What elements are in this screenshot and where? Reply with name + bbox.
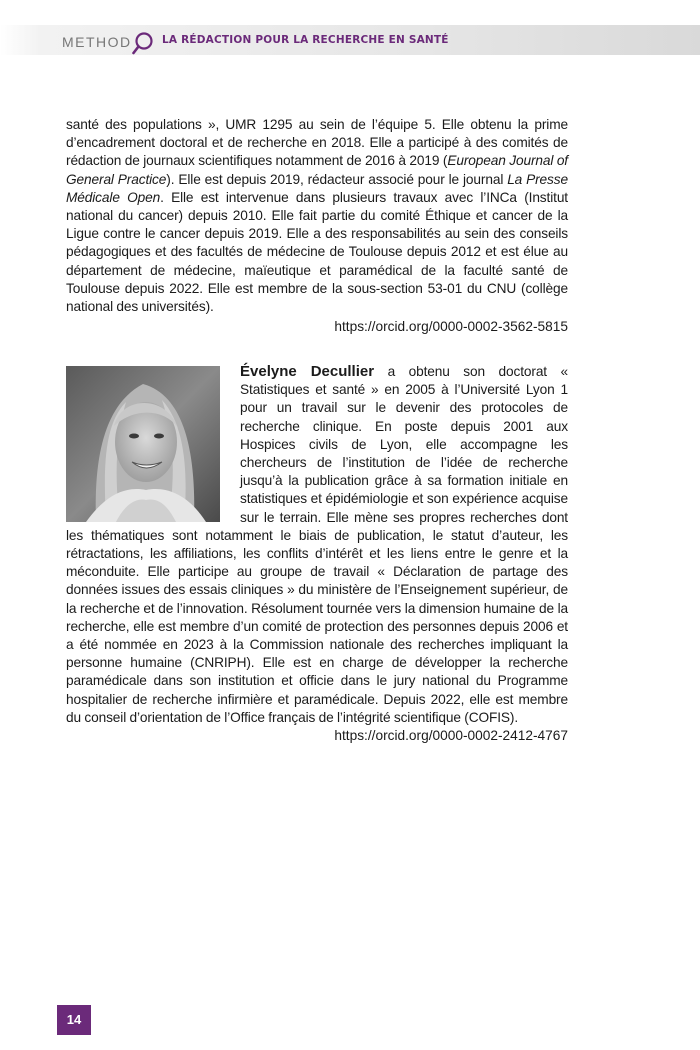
bio1-text-a: santé des populations », UMR 1295 au sein de l’équipe 5. Elle obtenu la prime d’encadrement doctoral et de recherche en 2018. Elle a participé à des comités de rédaction de journaux scientifiques notamment de 2016 à 2019 ( [66, 117, 568, 169]
journal-title-1: European Journal of General Practice [66, 153, 568, 187]
orcid-link-1[interactable]: https://orcid.org/0000-0002-3562-5815 [334, 319, 568, 334]
author-name: Évelyne Decullier [240, 363, 375, 380]
bio-paragraph-1 [66, 116, 568, 316]
page-number: 14 [57, 1005, 91, 1035]
orcid-link-2[interactable]: https://orcid.org/0000-0002-2412-4767 [334, 728, 568, 743]
section-title: LA RÉDACTION POUR LA RECHERCHE EN SANTÉ [162, 34, 449, 46]
magnifier-o-icon [131, 31, 157, 57]
bio2-text: a obtenu son doctorat « Statistiques et santé » en 2005 à l’Université Lyon 1 pour un travail sur le devenir des protocoles de recherche clinique. En poste depuis 2001 aux Hospices civils de Lyon, elle accompagne les chercheurs de l’institution de l’idée de recherche jusqu’à la publication grâce à sa formation initiale en statistiques et épidémiologie et son expérience acquise sur le terrain. Elle mène ses propres recherches dont les thématiques sont notamment le biais de publication, le statut d’auteur, les rétractations, les affiliations, les conflits d’intérêt et les liens entre le genre et la méconduite. Elle participe au groupe de travail « Déclaration de partage des données issues des essais cliniques » du ministère de l’Enseignement supérieur, de la recherche et de l’innovation. Résolument tournée vers la dimension humaine de la recherche, elle est membre d’un comité de protection des personnes depuis 2006 et a été nommée en 2023 à la Commission nationale des recherches impliquant la personne humaine (CNRIPH). Elle est en charge de développer la recherche paramédicale dans son institution et officie dans le jury national du Programme hospitalier de recherche infirmière et paramédicale. Depuis 2022, elle est membre du conseil d’orientation de l’Office français de l’intégrité scientifique (COFIS). [66, 364, 569, 725]
journal-title-2: La Presse Médicale Open [66, 171, 568, 205]
author-photo [66, 366, 220, 522]
bio1-text-b: ). Elle est depuis 2019, rédacteur associé pour le journal [166, 171, 508, 187]
bio1-text-c: . Elle est intervenue dans plusieurs travaux avec l’INCa (Institut national du cancer) depuis 2010. Elle fait partie du comité Éthique et cancer de la Ligue contre le cancer depuis 2019. Elle a des responsabilités au sein des conseils pédagogiques et des facultés de médecine de Toulouse depuis 2012 et est élue au département de médecine, maïeutique et paramédical de la faculté santé de Toulouse depuis 2022. Elle est membre de la sous-section 53-01 du CNU (collège national des universités). [66, 189, 568, 315]
logo-text: METHOD [62, 34, 132, 50]
bio-paragraph-2 [66, 363, 568, 727]
methodo-logo [62, 31, 157, 53]
